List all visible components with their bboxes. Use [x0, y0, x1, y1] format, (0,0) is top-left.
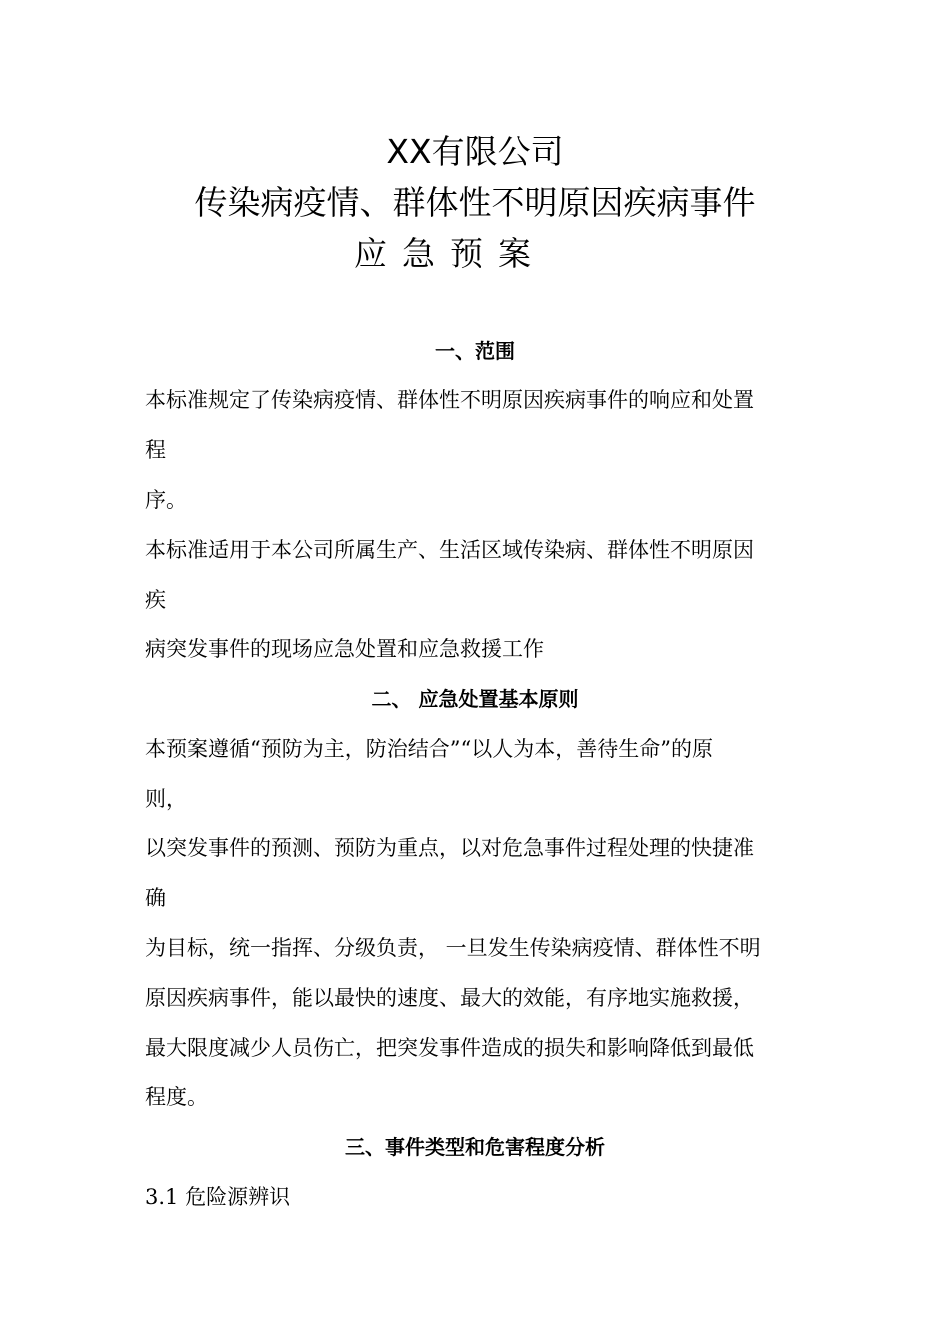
paragraph-line: 以突发事件的预测、预防为重点，以对危急事件过程处理的快捷准	[145, 836, 754, 860]
paragraph-line: 原因疾病事件，能以最快的速度、最大的效能，有序地实施救援，	[145, 986, 754, 1010]
paragraph-line: 病突发事件的现场应急处置和应急救援工作	[145, 637, 544, 661]
company-title: XX有限公司	[386, 132, 564, 171]
paragraph-line: 程	[145, 438, 166, 462]
paragraph-line: 确	[145, 886, 166, 910]
section-heading-scope: 一、范围	[435, 339, 515, 363]
paragraph-line: 本预案遵循“预防为主，防治结合”“以人为本，善待生命”的原	[145, 737, 713, 761]
paragraph-line: 疾	[145, 588, 166, 612]
section-heading-principles: 二、 应急处置基本原则	[371, 687, 579, 711]
paragraph-line: 为目标，统一指挥、分级负责， 一旦发生传染病疫情、群体性不明	[145, 936, 761, 960]
paragraph-line: 序。	[145, 488, 187, 512]
paragraph-line: 则，	[145, 787, 187, 811]
document-subtitle: 应急预案	[354, 234, 546, 273]
paragraph-line: 本标准规定了传染病疫情、群体性不明原因疾病事件的响应和处置	[145, 388, 754, 412]
paragraph-line: 程度。	[145, 1085, 208, 1109]
document-title: 传染病疫情、群体性不明原因疾病事件	[194, 183, 756, 222]
subsection-heading: 3.1 危险源辨识	[145, 1185, 291, 1209]
paragraph-line: 最大限度减少人员伤亡，把突发事件造成的损失和影响降低到最低	[145, 1036, 754, 1060]
paragraph-line: 本标准适用于本公司所属生产、生活区域传染病、群体性不明原因	[145, 538, 754, 562]
section-heading-event-analysis: 三、事件类型和危害程度分析	[345, 1135, 605, 1159]
